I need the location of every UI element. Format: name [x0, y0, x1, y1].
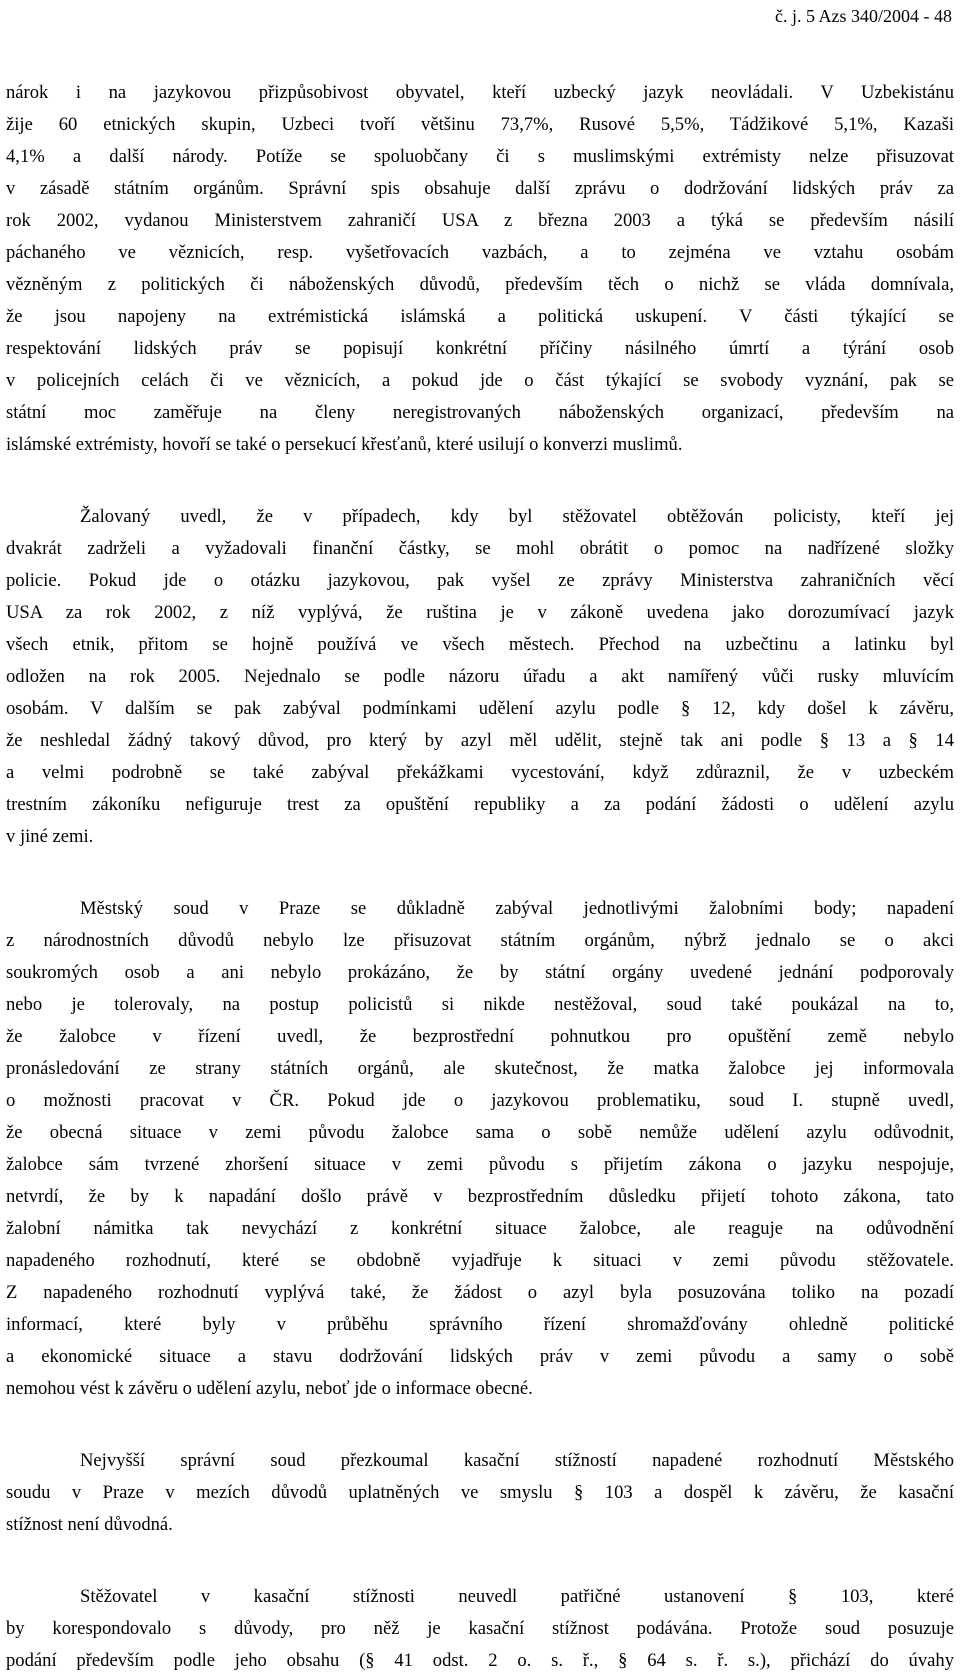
text-line: žije 60 etnických skupin, Uzbeci tvoří většinu 73,7%, Rusové 5,5%, Tádžikové 5,1%, Kazaši: [6, 114, 954, 135]
text-line: že jsou napojeny na extrémistická islámská a politická uskupení. V části týkající se: [6, 306, 954, 327]
paragraph: [6, 1581, 954, 1677]
text-line: soudu v Praze v mezích důvodů uplatněných ve smyslu § 103 a dospěl k závěru, že kasační: [6, 1482, 954, 1503]
text-line: v policejních celách či ve věznicích, a pokud jde o část týkající se svobody vyznání, pak se: [6, 370, 954, 391]
text-line: o možnosti pracovat v ČR. Pokud jde o jazykovou problematiku, soud I. stupně uvedl,: [6, 1090, 954, 1111]
text-line: nebo je tolerovaly, na postup policistů si nikde nestěžoval, soud také poukázal na to,: [6, 994, 954, 1015]
text-line: pronásledování ze strany státních orgánů, ale skutečnost, že matka žalobce jej informovala: [6, 1058, 954, 1079]
paragraph: [6, 893, 954, 1405]
text-line: nárok i na jazykovou přizpůsobivost obyvatel, kteří uzbecký jazyk neovládali. V Uzbekistánu: [6, 82, 954, 103]
text-line: odložen na rok 2005. Nejednalo se podle názoru úřadu a akt namířený vůči rusky mluvícím: [6, 666, 954, 687]
text-line: informací, které byly v průběhu správního řízení shromažďovány ohledně politické: [6, 1314, 954, 1335]
text-line: žalobní námitka tak nevychází z konkrétní situace žalobce, ale reaguje na odůvodnění: [6, 1218, 954, 1239]
text-line: žalobce sám tvrzené zhoršení situace v zemi původu s přijetím zákona o jazyku nespojuje,: [6, 1154, 954, 1175]
text-line: že žalobce v řízení uvedl, že bezprostřední pohnutkou pro opuštění země nebylo: [6, 1026, 954, 1047]
text-line: nemohou vést k závěru o udělení azylu, neboť jde o informace obecné.: [6, 1378, 533, 1399]
paragraph: [6, 77, 954, 461]
case-reference: č. j. 5 Azs 340/2004 - 48: [775, 6, 952, 26]
text-line: netvrdí, že by k napadání došlo právě v bezprostředním důsledku přijetí tohoto zákona, tato: [6, 1186, 954, 1207]
text-line: z národnostních důvodů nebylo lze přisuzovat státním orgánům, nýbrž jednalo se o akci: [6, 930, 954, 951]
text-line: a velmi podrobně se také zabýval překážkami vycestování, když zdůraznil, že v uzbeckém: [6, 762, 954, 783]
text-line: že obecná situace v zemi původu žalobce sama o sobě nemůže udělení azylu odůvodnit,: [6, 1122, 954, 1143]
text-line: by korespondovalo s důvody, pro něž je kasační stížnost podávána. Protože soud posuzuje: [6, 1618, 954, 1639]
text-line: USA za rok 2002, z níž vyplývá, že ruština je v zákoně uvedena jako dorozumívací jazyk: [6, 602, 954, 623]
text-line: 4,1% a další národy. Potíže se spoluobčany či s muslimskými extrémisty nelze přisuzovat: [6, 146, 954, 167]
text-line: vězněným z politických či náboženských důvodů, především těch o nichž se vláda domnívala,: [6, 274, 954, 295]
text-line: že neshledal žádný takový důvod, pro který by azyl měl udělit, stejně tak ani podle § 13 a § 14: [6, 730, 954, 751]
document-body: [6, 77, 954, 1677]
text-line: Nejvyšší správní soud přezkoumal kasační stížností napadené rozhodnutí Městského: [80, 1450, 954, 1471]
text-line: v jiné zemi.: [6, 826, 94, 847]
text-line: Žalovaný uvedl, že v případech, kdy byl stěžovatel obtěžován policisty, kteří jej: [80, 506, 954, 527]
text-line: a ekonomické situace a stavu dodržování lidských práv v zemi původu a samy o sobě: [6, 1346, 954, 1367]
text-line: Z napadeného rozhodnutí vyplývá také, že žádost o azyl byla posuzována toliko na pozadí: [6, 1282, 954, 1303]
paragraph: [6, 501, 954, 853]
text-line: Městský soud v Praze se důkladně zabýval jednotlivými žalobními body; napadení: [80, 898, 954, 919]
text-line: osobám. V dalším se pak zabýval podmínkami udělení azylu podle § 12, kdy došel k závěru,: [6, 698, 954, 719]
text-line: trestním zákoníku nefiguruje trest za opuštění republiky a za podání žádosti o udělení azylu: [6, 794, 954, 815]
text-line: podání především podle jeho obsahu (§ 41 odst. 2 o. s. ř., § 64 s. ř. s.), přichází do úvahy: [6, 1650, 954, 1671]
paragraph: [6, 1445, 954, 1541]
text-line: respektování lidských práv se popisují konkrétní příčiny násilného úmrtí a týrání osob: [6, 338, 954, 359]
text-line: soukromých osob a ani nebylo prokázáno, že by státní orgány uvedené jednání podporovaly: [6, 962, 954, 983]
text-line: státní moc zaměřuje na členy neregistrovaných náboženských organizací, především na: [6, 402, 954, 423]
text-line: dvakrát zadrželi a vyžadovali finanční částky, se mohl obrátit o pomoc na nadřízené složky: [6, 538, 954, 559]
text-line: v zásadě státním orgánům. Správní spis obsahuje další zprávu o dodržování lidských práv za: [6, 178, 954, 199]
text-line: všech etnik, přitom se hojně používá ve všech městech. Přechod na uzbečtinu a latinku byl: [6, 634, 954, 655]
text-line: policie. Pokud jde o otázku jazykovou, pak vyšel ze zprávy Ministerstva zahraničních věcí: [6, 570, 954, 591]
text-line: rok 2002, vydanou Ministerstvem zahraničí USA z března 2003 a týká se především násilí: [6, 210, 954, 231]
text-line: stížnost není důvodná.: [6, 1514, 173, 1535]
text-line: islámské extrémisty, hovoří se také o persekucí křesťanů, které usilují o konverzi muslimů.: [6, 434, 683, 455]
text-line: Stěžovatel v kasační stížnosti neuvedl patřičné ustanovení § 103, které: [80, 1586, 954, 1607]
text-line: napadeného rozhodnutí, které se obdobně vyjadřuje k situaci v zemi původu stěžovatele.: [6, 1250, 954, 1271]
text-line: páchaného ve věznicích, resp. vyšetřovacích vazbách, a to zejména ve vztahu osobám: [6, 242, 954, 263]
